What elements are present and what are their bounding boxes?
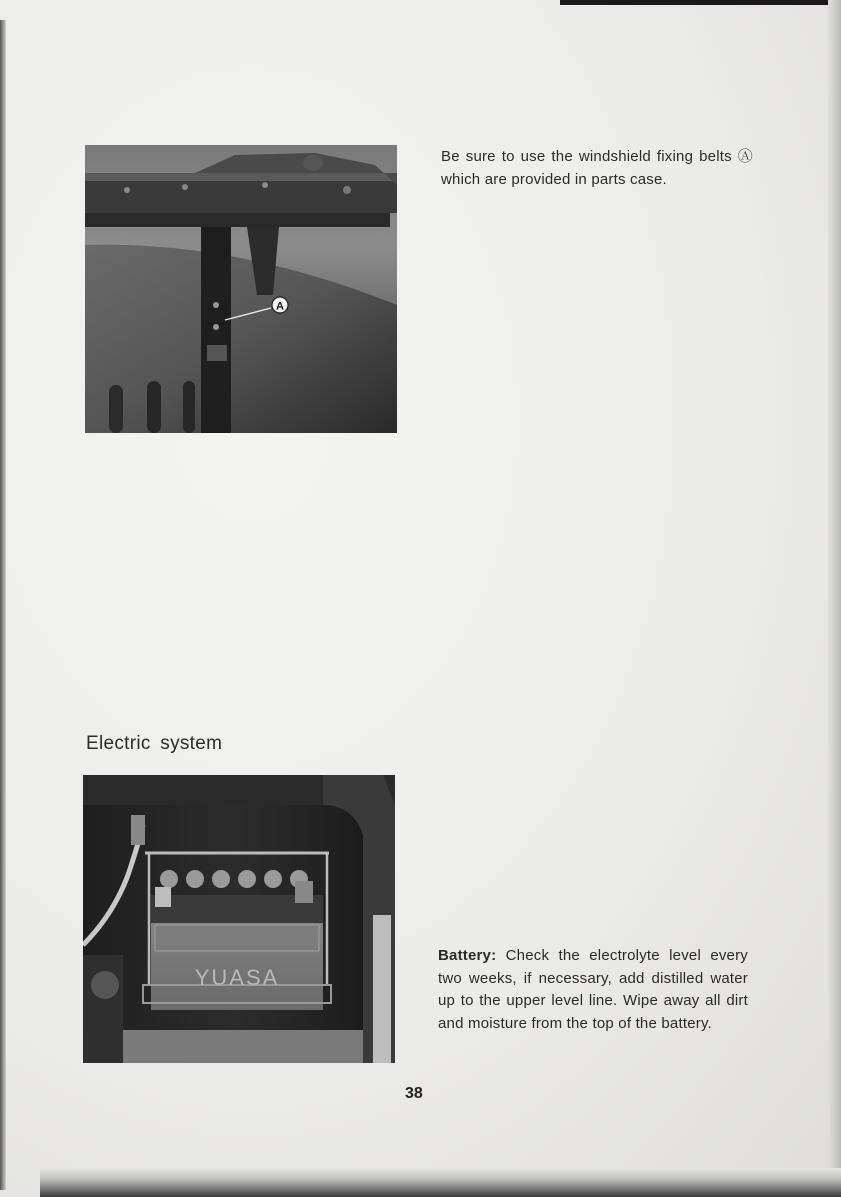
windshield-instructions: Be sure to use the windshield fixing belts Ⓐ which are provided in parts case.	[441, 148, 753, 188]
battery-photo	[83, 775, 395, 1063]
section-heading: Electric system	[86, 733, 223, 754]
scan-edge-right	[828, 0, 841, 1197]
battery-label: Battery:	[438, 947, 497, 964]
windshield-fixing-belt-photo	[85, 145, 397, 433]
scan-edge-bottom	[40, 1168, 841, 1197]
callout-a-label: A	[276, 300, 284, 313]
battery-body: Check the electrolyte level every two weeks, if necessary, add distilled water up to the upper level line. Wipe away all dirt and moisture from the top of the battery.	[438, 947, 748, 1032]
battery-brand-label: YUASA	[194, 965, 280, 990]
battery-instructions	[438, 945, 748, 1035]
scan-edge-top	[560, 0, 841, 5]
page-number: 38	[405, 1085, 423, 1102]
scan-edge-left	[0, 20, 6, 1190]
